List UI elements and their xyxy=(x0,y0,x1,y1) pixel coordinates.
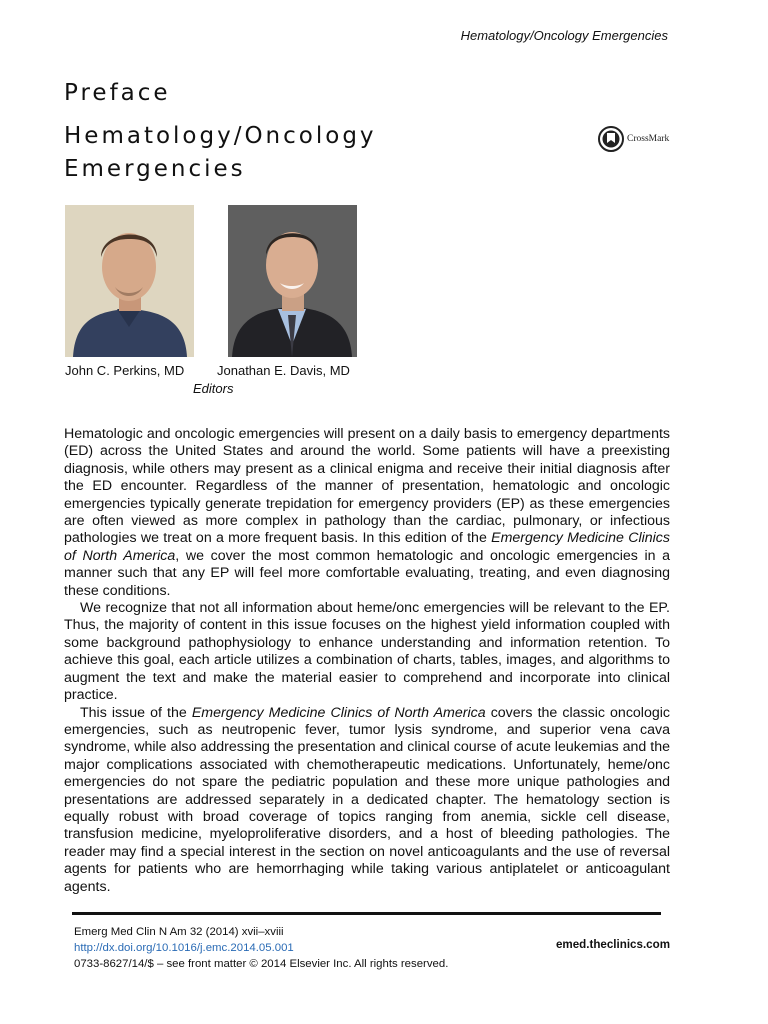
paragraph-text: , we cover the most common hematologic and oncologic emergencies in a manner such that any EP will feel more comfortable evaluating, treating, and even diagnosing these conditions. xyxy=(64,547,670,599)
editor-photo-davis xyxy=(228,205,357,357)
crossmark-badge[interactable] xyxy=(598,126,669,152)
editor-name-perkins: John C. Perkins, MD xyxy=(65,363,185,378)
paragraph-2 xyxy=(64,600,670,704)
journal-title: Emergency Medicine Clinics of North America xyxy=(64,530,670,564)
page-title xyxy=(64,120,377,186)
paragraph-text: We recognize that not all information about heme/onc emergencies will be relevant to the EP. Thus, the majority of content in this issue focuses on the highest yield information coupled with some background pathophysiology to enhance understanding and information retention. To achieve this goal, each article utilizes a combination of charts, tables, images, and algorithms to augment the text and make the material easier to comprehend and incorporate into clinical practice. xyxy=(64,600,670,704)
doi-link[interactable]: http://dx.doi.org/10.1016/j.emc.2014.05.001 xyxy=(74,942,294,954)
title-line-2: Emergencies xyxy=(64,156,246,182)
editors-label: Editors xyxy=(193,381,234,396)
running-head: Hematology/Oncology Emergencies xyxy=(460,28,668,43)
paragraph-text: Hematologic and oncologic emergencies will present on a daily basis to emergency departments (ED) across the United States and around the world. Some patients will have a preexisting diagnosis, while others may present as a clinical enigma and receive their initial diagnosis after the ED encounter. Regardless of the manner of presentation, hematologic and oncologic emergencies typically generate trepidation for emergency providers (EP) as these emergencies are often viewed as more complex in pathology than the cardiac, pulmonary, or infectious pathologies we treat on a more frequent basis. In this edition of the xyxy=(64,426,670,547)
site-link[interactable]: emed.theclinics.com xyxy=(555,938,670,951)
editor-name-davis: Jonathan E. Davis, MD xyxy=(217,363,350,378)
editor-photo-perkins xyxy=(65,205,194,357)
section-label: Preface xyxy=(64,80,171,106)
paragraph-text: covers the classic oncologic emergencies, such as neutropenic fever, tumor lysis syndrome, and superior vena cava syndrome, while also addressing the presentation and clinical course of acute leukemias and the major complications associated with chemotherapeutic medications. Unfortunately, heme/onc emergencies do not spare the pediatric population and these more unique pathologies and presentations are addressed separately in a dedicated chapter. The hematology section is equally robust with broad coverage of topics ranging from anemia, sickle cell disease, transfusion medicine, myeloproliferative disorders, and a host of bleeding pathologies. The reader may find a special interest in the section on novel anticoagulants and the use of reversal agents for patients who are hemorrhaging while taking various antiplatelet or anticoagulant agents. xyxy=(64,704,670,895)
paragraph-1 xyxy=(64,426,670,600)
crossmark-icon xyxy=(598,126,624,152)
title-line-1: Hematology/Oncology xyxy=(64,123,377,149)
journal-title: Emergency Medicine Clinics of North America xyxy=(191,704,486,721)
citation: Emerg Med Clin N Am 32 (2014) xvii–xviii xyxy=(74,926,284,938)
paragraph-3 xyxy=(64,705,670,896)
crossmark-label: CrossMark xyxy=(627,134,670,144)
footer-divider xyxy=(72,912,661,915)
footer-citation-block xyxy=(74,924,448,972)
paragraph-text: This issue of the xyxy=(80,704,192,721)
copyright: 0733-8627/14/$ – see front matter © 2014 Elsevier Inc. All rights reserved. xyxy=(74,958,449,970)
preface-body xyxy=(64,426,670,896)
